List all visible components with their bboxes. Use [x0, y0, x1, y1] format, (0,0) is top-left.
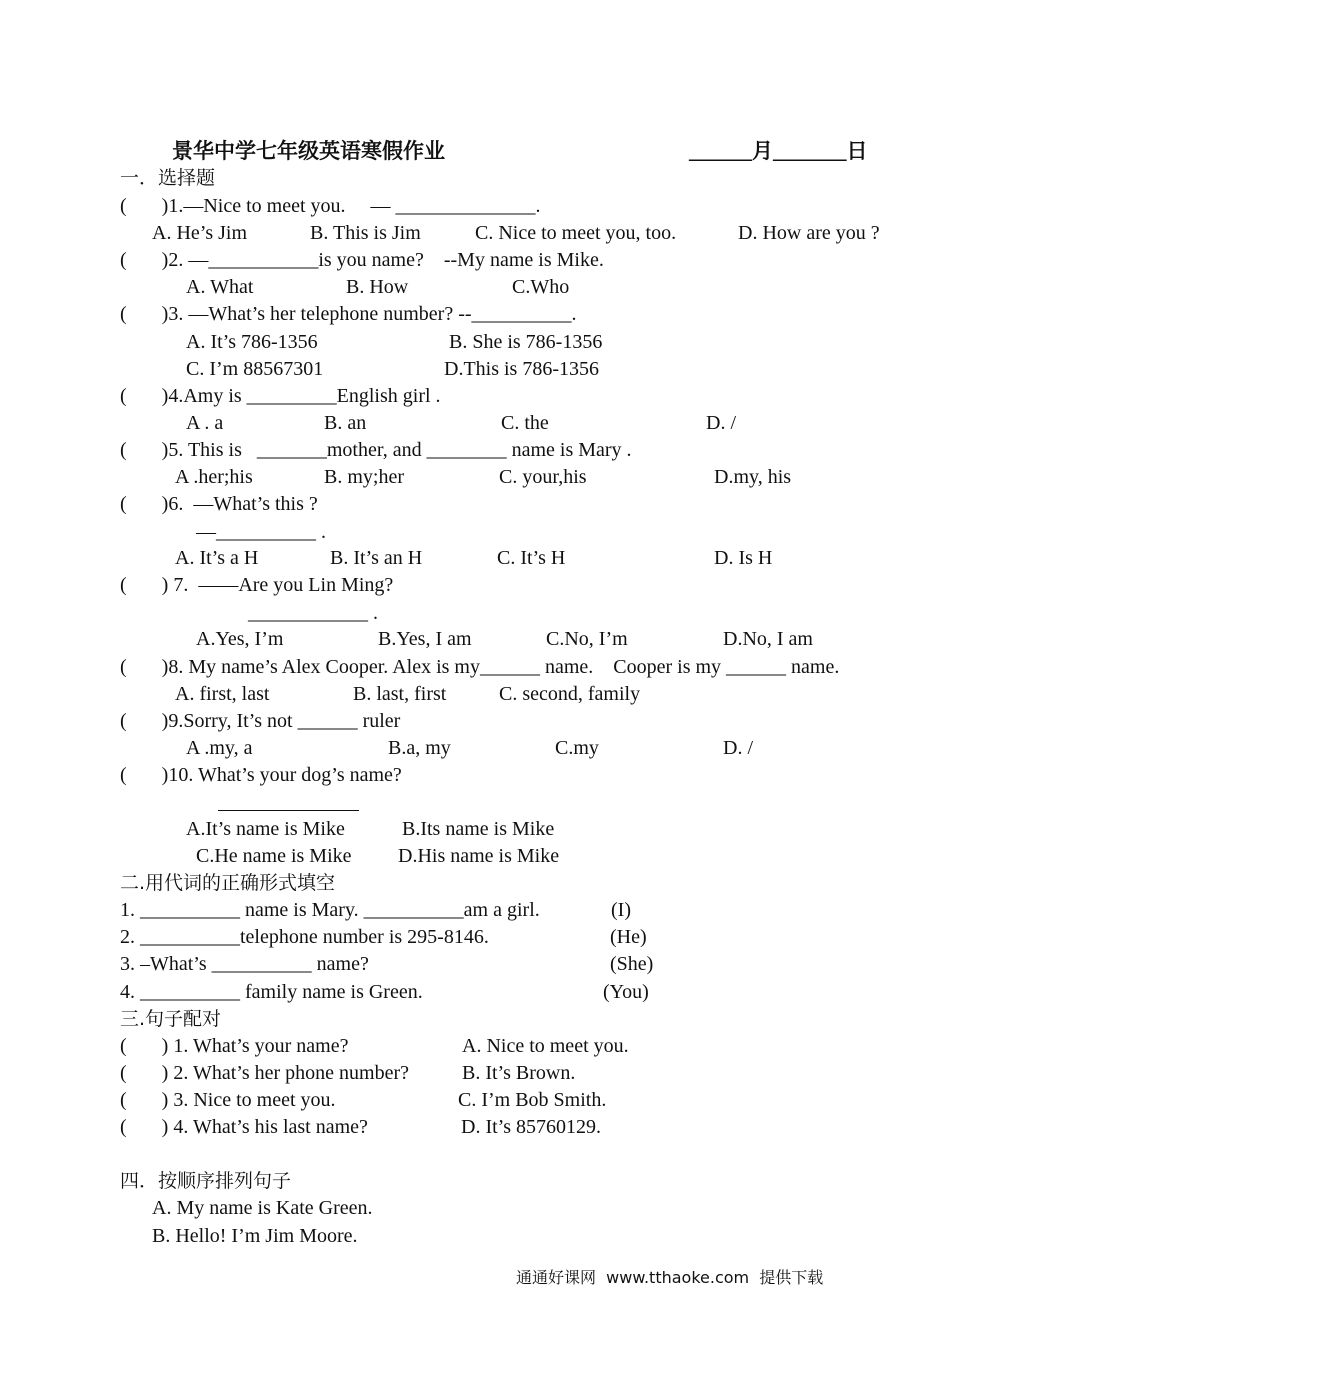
- option: B.Its name is Mike: [402, 818, 555, 840]
- option: A. first, last: [175, 683, 270, 705]
- option: A. What: [186, 276, 254, 298]
- section-heading-2: 二.用代词的正确形式填空: [120, 872, 336, 894]
- option: C. your,his: [499, 466, 587, 488]
- question-stem: ( )6. —What’s this ?: [120, 493, 318, 515]
- fill-item: 4. __________ family name is Green.: [120, 981, 423, 1003]
- date-field: ______月_______日: [689, 139, 868, 163]
- fill-hint: (You): [603, 981, 649, 1003]
- option: D.This is 786-1356: [444, 358, 599, 380]
- question-stem: ( )9.Sorry, It’s not ______ ruler: [120, 710, 401, 732]
- option: B.a, my: [388, 737, 451, 759]
- option: D. How are you ?: [738, 222, 880, 244]
- option: B. an: [324, 412, 367, 434]
- option: C.He name is Mike: [196, 845, 352, 867]
- option: C. Nice to meet you, too.: [475, 222, 677, 244]
- match-answer: D. It’s 85760129.: [461, 1116, 601, 1138]
- option: B.Yes, I am: [378, 628, 472, 650]
- order-sentence: A. My name is Kate Green.: [152, 1197, 373, 1219]
- option: C. second, family: [499, 683, 641, 705]
- option: B. She is 786-1356: [449, 331, 603, 353]
- option: D.His name is Mike: [398, 845, 560, 867]
- option: B. my;her: [324, 466, 404, 488]
- fill-item: 3. –What’s __________ name?: [120, 953, 369, 975]
- option: C. I’m 88567301: [186, 358, 324, 380]
- question-stem: ( )1.—Nice to meet you. — ______________.: [120, 195, 541, 217]
- question-stem: ( )8. My name’s Alex Cooper. Alex is my______ name. Cooper is my ______ name.: [120, 656, 840, 678]
- match-answer: A. Nice to meet you.: [462, 1035, 629, 1057]
- section-heading-4: 四．按顺序排列句子: [120, 1170, 292, 1192]
- option: D.my, his: [714, 466, 792, 488]
- option: B. last, first: [353, 683, 447, 705]
- option: C.No, I’m: [546, 628, 628, 650]
- option: A . a: [186, 412, 224, 434]
- question-stem: ( )3. —What’s her telephone number? --__________.: [120, 303, 577, 325]
- match-question: ( ) 2. What’s her phone number?: [120, 1062, 409, 1084]
- option: A.Yes, I’m: [196, 628, 284, 650]
- answer-blank: ____________ .: [248, 602, 378, 624]
- match-question: ( ) 4. What’s his last name?: [120, 1116, 368, 1138]
- question-stem: ( )2. —___________is you name? --My name is Mike.: [120, 249, 604, 271]
- question-stem: ( )5. This is _______mother, and ________ name is Mary .: [120, 439, 632, 461]
- footer-credit: 通通好课网 www.tthaoke.com 提供下载: [516, 1268, 824, 1287]
- match-question: ( ) 3. Nice to meet you.: [120, 1089, 336, 1111]
- fill-item: 2. __________telephone number is 295-8146.: [120, 926, 489, 948]
- option: C. the: [501, 412, 549, 434]
- option: A. It’s 786-1356: [186, 331, 318, 353]
- question-stem: ( )10. What’s your dog’s name?: [120, 764, 402, 786]
- option: B. It’s an H: [330, 547, 423, 569]
- section-heading-3: 三.句子配对: [120, 1008, 222, 1030]
- option: C. It’s H: [497, 547, 566, 569]
- match-answer: B. It’s Brown.: [462, 1062, 576, 1084]
- option: B. This is Jim: [310, 222, 421, 244]
- option: B. How: [346, 276, 409, 298]
- fill-hint: (I): [611, 899, 631, 921]
- question-stem: ( )4.Amy is _________English girl .: [120, 385, 441, 407]
- answer-blank: —__________ .: [196, 521, 326, 543]
- match-answer: C. I’m Bob Smith.: [458, 1089, 607, 1111]
- option: A .my, a: [186, 737, 253, 759]
- page-title: 景华中学七年级英语寒假作业: [172, 139, 445, 163]
- option: D. /: [706, 412, 736, 434]
- option: A. He’s Jim: [152, 222, 247, 244]
- option: D. /: [723, 737, 753, 759]
- fill-hint: (She): [610, 953, 654, 975]
- match-question: ( ) 1. What’s your name?: [120, 1035, 349, 1057]
- option: A. It’s a H: [175, 547, 259, 569]
- option: C.my: [555, 737, 599, 759]
- fill-item: 1. __________ name is Mary. __________am a girl.: [120, 899, 540, 921]
- option: A .her;his: [175, 466, 253, 488]
- option: D. Is H: [714, 547, 773, 569]
- option: C.Who: [512, 276, 570, 298]
- answer-underline: [218, 810, 359, 811]
- order-sentence: B. Hello! I’m Jim Moore.: [152, 1225, 358, 1247]
- question-stem: ( ) 7. ——Are you Lin Ming?: [120, 574, 394, 596]
- section-heading-1: 一．选择题: [120, 167, 216, 189]
- option: A.It’s name is Mike: [186, 818, 345, 840]
- option: D.No, I am: [723, 628, 813, 650]
- fill-hint: (He): [610, 926, 647, 948]
